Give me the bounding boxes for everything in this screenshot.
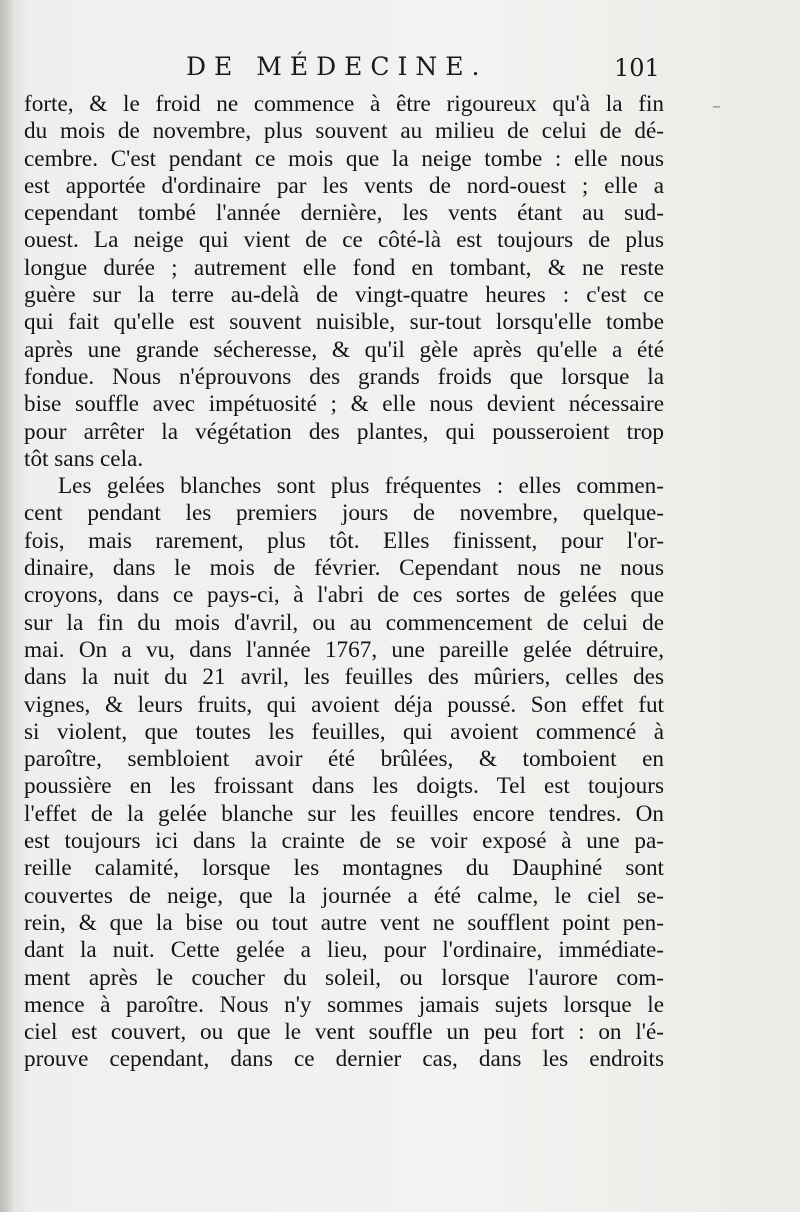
text-line: vignes, & leurs fruits, qui avoient déja poussé. Son effet fut: [24, 691, 664, 718]
text-line: mai. On a vu, dans l'année 1767, une pareille gelée détruire,: [24, 636, 664, 663]
text-line: poussière en les froissant dans les doigts. Tel est toujours: [24, 773, 664, 800]
text-line: Les gelées blanches sont plus fréquentes : elles commen-: [58, 473, 664, 500]
text-line: ment après le coucher du soleil, ou lorsque l'aurore com-: [24, 964, 664, 991]
body-text: [24, 91, 664, 1074]
paragraph: [24, 473, 664, 1074]
text-line: fois, mais rarement, plus tôt. Elles finissent, pour l'or-: [24, 527, 664, 554]
text-line: ciel est couvert, ou que le vent souffle un peu fort : on l'é-: [24, 1019, 664, 1046]
margin-dash-mark: –: [712, 96, 721, 117]
text-line: paroître, sembloient avoir été brûlées, & tomboient en: [24, 746, 664, 773]
text-line: est apportée d'ordinaire par les vents de nord-ouest ; elle a: [24, 172, 664, 199]
text-line: ouest. La neige qui vient de ce côté-là est toujours de plus: [24, 227, 664, 254]
text-line: couvertes de neige, que la journée a été calme, le ciel se-: [24, 882, 664, 909]
text-line: cependant tombé l'année dernière, les vents étant au sud-: [24, 200, 664, 227]
text-line: reille calamité, lorsque les montagnes du Dauphiné sont: [24, 855, 664, 882]
page-number: 101: [614, 54, 660, 82]
text-line: après une grande sécheresse, & qu'il gèle après qu'elle a été: [24, 336, 664, 363]
text-line: prouve cependant, dans ce dernier cas, dans les endroits: [24, 1046, 664, 1073]
paragraph: [24, 91, 664, 473]
text-line: cembre. C'est pendant ce mois que la neige tombe : elle nous: [24, 145, 664, 172]
text-line: longue durée ; autrement elle fond en tombant, & ne reste: [24, 254, 664, 281]
text-line: si violent, que toutes les feuilles, qui avoient commencé à: [24, 718, 664, 745]
text-line: mence à paroître. Nous n'y sommes jamais sujets lorsque le: [24, 991, 664, 1018]
text-line: tôt sans cela.: [24, 445, 144, 472]
text-line: bise souffle avec impétuosité ; & elle nous devient nécessaire: [24, 391, 664, 418]
text-line: qui fait qu'elle est souvent nuisible, sur-tout lorsqu'elle tombe: [24, 309, 664, 336]
text-line: dinaire, dans le mois de février. Cependant nous ne nous: [24, 555, 664, 582]
page-gutter-shadow: [0, 0, 14, 1212]
text-line: rein, & que la bise ou tout autre vent ne soufflent point pen-: [24, 909, 664, 936]
text-line: l'effet de la gelée blanche sur les feuilles encore tendres. On: [24, 800, 664, 827]
text-line: dant la nuit. Cette gelée a lieu, pour l'ordinaire, immédiate-: [24, 937, 664, 964]
text-line: forte, & le froid ne commence à être rigoureux qu'à la fin: [24, 91, 664, 117]
text-line: est toujours ici dans la crainte de se voir exposé à une pa-: [24, 828, 664, 855]
text-line: fondue. Nous n'éprouvons des grands froids que lorsque la: [24, 363, 664, 390]
text-line: sur la fin du mois d'avril, ou au commencement de celui de: [24, 609, 664, 636]
text-line: guère sur la terre au-delà de vingt-quatre heures : c'est ce: [24, 282, 664, 309]
text-line: cent pendant les premiers jours de novembre, quelque-: [24, 500, 664, 527]
text-line: du mois de novembre, plus souvent au milieu de celui de dé-: [24, 118, 664, 145]
text-line: dans la nuit du 21 avril, les feuilles des mûriers, celles des: [24, 664, 664, 691]
text-line: croyons, dans ce pays-ci, à l'abri de ces sortes de gelées que: [24, 582, 664, 609]
text-line: pour arrêter la végétation des plantes, qui pousseroient trop: [24, 418, 664, 445]
running-title: DE MÉDECINE.: [186, 52, 488, 81]
running-header: [186, 52, 660, 88]
